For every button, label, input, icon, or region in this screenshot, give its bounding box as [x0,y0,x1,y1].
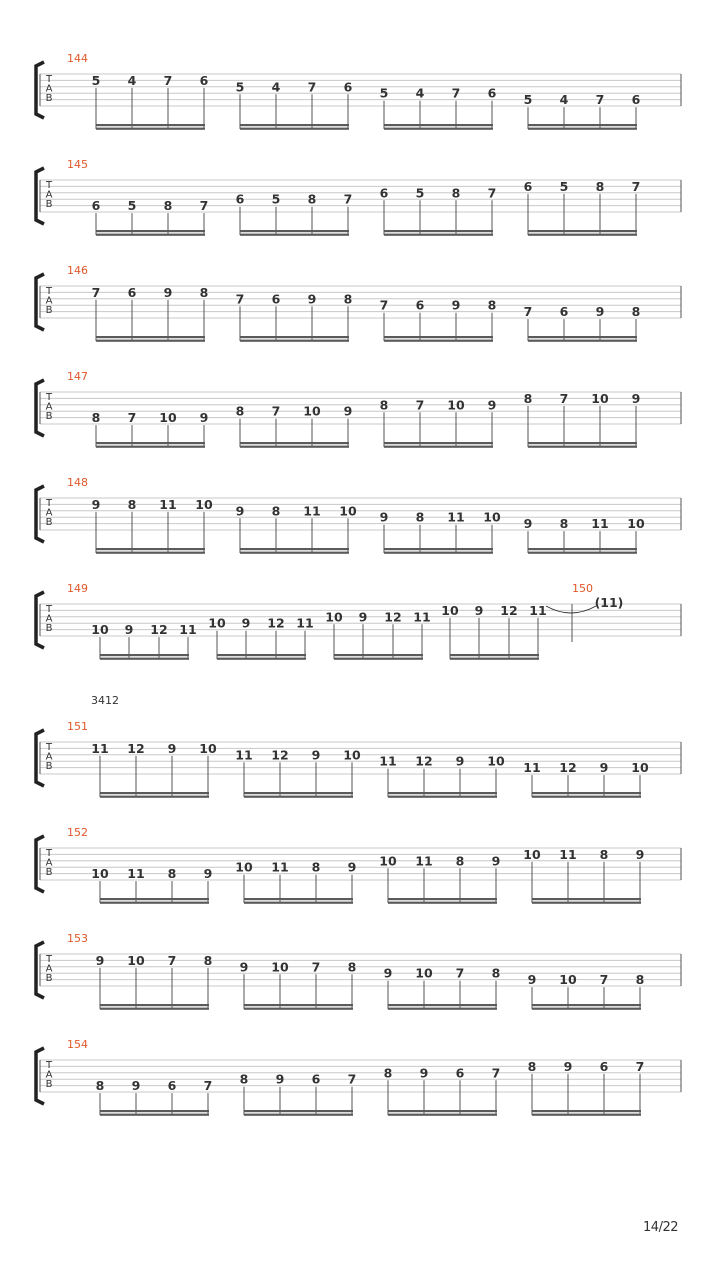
measure-number: 154 [67,1038,88,1051]
fret-number: 10 [631,760,649,776]
note-beam [388,1114,497,1116]
note-beam [384,552,493,554]
fret-number: 8 [487,297,497,313]
note-beam [384,128,493,130]
fret-number: 9 [124,622,134,638]
fret-number: 11 [415,853,433,869]
note-beam [532,898,641,900]
measure-number: 152 [67,826,88,839]
tab-clef-letter: B [45,867,53,878]
note-beam [334,658,423,660]
note-beam [100,902,209,904]
fret-number: 10 [559,972,577,988]
note-beam [240,340,349,342]
note-beam [384,234,493,236]
fret-number: 8 [491,965,501,981]
fret-number: 9 [635,846,645,862]
fret-number: 9 [343,403,353,419]
tab-clef-letter: A [45,963,53,975]
note-beam [244,796,353,798]
fret-number: 7 [635,1058,645,1074]
fret-number: 5 [415,185,425,201]
note-beam [100,1114,209,1116]
fret-number: 11 [127,866,145,882]
fret-number: 7 [199,198,209,214]
fret-number: 8 [347,959,357,975]
note-beam [528,124,637,126]
fret-number: 6 [91,198,101,214]
fret-number: 7 [491,1065,501,1081]
note-beam [240,548,349,550]
note-beam [528,552,637,554]
fret-number: 8 [451,185,461,201]
tab-clef-letter: T [45,180,53,191]
note-beam [334,654,423,656]
fret-number: 9 [131,1078,141,1094]
fret-number: 5 [379,85,389,101]
note-beam [388,898,497,900]
tab-clef-letter: B [45,623,53,634]
fret-number: 6 [271,291,281,307]
fret-number: 8 [167,866,177,882]
fret-number: 6 [167,1078,177,1094]
tab-clef-letter: A [45,401,53,413]
fret-number: 8 [203,952,213,968]
note-beam [450,654,539,656]
fret-number: 10 [127,952,145,968]
note-beam [100,1004,209,1006]
fret-number: 9 [474,602,484,618]
tab-clef-letter: T [45,604,53,615]
fret-number: 6 [379,185,389,201]
fret-number: 9 [527,972,537,988]
fret-number: 8 [95,1078,105,1094]
fret-number: 9 [563,1058,573,1074]
tab-clef-letter: A [45,857,53,869]
fret-number: 9 [167,740,177,756]
tab-clef-letter: T [45,1060,53,1071]
fret-number: 8 [383,1065,393,1081]
fret-number: 11 [159,496,177,512]
fret-number: 8 [91,410,101,426]
note-beam [96,442,205,444]
tab-clef-letter: B [45,761,53,772]
note-beam [388,902,497,904]
measure-number: 149 [67,582,88,595]
fret-number: 7 [451,85,461,101]
fret-number: 10 [91,622,109,638]
note-beam [528,548,637,550]
fret-number: 9 [631,390,641,406]
fret-number: 6 [415,297,425,313]
note-beam [96,124,205,126]
measure-number: 153 [67,932,88,945]
fret-number: 5 [523,92,533,108]
fret-number: 8 [271,503,281,519]
fret-number: 11 [523,760,541,776]
fret-number: 9 [163,284,173,300]
fret-number: 7 [415,397,425,413]
measure-number: 145 [67,158,88,171]
fret-number: 7 [599,972,609,988]
tab-clef-letter: T [45,286,53,297]
fret-number: 10 [487,753,505,769]
fret-number: 8 [379,397,389,413]
tab-clef-letter: A [45,613,53,625]
fret-number: 9 [379,509,389,525]
fret-number: 10 [303,403,321,419]
fret-number: 10 [447,397,465,413]
note-beam [96,446,205,448]
note-beam [384,446,493,448]
tab-clef-letter: B [45,517,53,528]
fret-number: 8 [415,509,425,525]
note-beam [240,234,349,236]
note-beam [240,446,349,448]
fret-number: 8 [343,291,353,307]
fret-number: 7 [379,297,389,313]
note-beam [100,654,189,656]
page-number: 14/22 [643,1220,678,1235]
fret-number: 7 [271,403,281,419]
fret-number: 12 [271,747,289,763]
measure-number: 147 [67,370,88,383]
fret-number: 6 [631,92,641,108]
note-beam [240,230,349,232]
note-beam [528,340,637,342]
note-beam [532,1004,641,1006]
fret-number: 4 [271,79,281,95]
fret-number: 12 [127,740,145,756]
fret-number: 5 [235,79,245,95]
tab-clef-letter: T [45,848,53,859]
tab-clef-letter: T [45,74,53,85]
fret-number: 9 [199,410,209,426]
fret-number: 10 [195,496,213,512]
note-beam [100,898,209,900]
fret-number: 8 [311,859,321,875]
fret-number: 8 [595,178,605,194]
note-beam [244,1004,353,1006]
fret-number: 12 [415,753,433,769]
fret-number: 7 [167,952,177,968]
note-beam [96,128,205,130]
note-beam [384,336,493,338]
note-beam [450,658,539,660]
note-beam [96,234,205,236]
note-beam [528,336,637,338]
tab-clef-letter: A [45,83,53,95]
fret-number: 11 [447,509,465,525]
fret-number: 8 [599,846,609,862]
fret-number: 7 [203,1078,213,1094]
tab-clef-letter: B [45,411,53,422]
note-beam [528,234,637,236]
fret-number: 6 [599,1058,609,1074]
fret-number: 6 [487,85,497,101]
fret-number: 7 [595,92,605,108]
tab-clef-letter: A [45,751,53,763]
note-beam [244,1110,353,1112]
fret-number: 9 [451,297,461,313]
fret-number: 10 [235,859,253,875]
fret-number: 11 [271,859,289,875]
note-beam [528,128,637,130]
note-beam [384,548,493,550]
tab-clef-letter: B [45,1079,53,1090]
note-beam [384,230,493,232]
note-beam [100,796,209,798]
note-beam [96,336,205,338]
fret-number: 8 [455,853,465,869]
fret-number: 11 [296,615,314,631]
fret-number: 11 [413,609,431,625]
fret-number: 10 [415,965,433,981]
fret-number: 11 [179,622,197,638]
fret-number: 9 [347,859,357,875]
fret-number: 10 [523,846,541,862]
fret-number: 8 [235,403,245,419]
fret-number: 6 [127,284,137,300]
tab-clef-letter: B [45,973,53,984]
note-beam [388,1008,497,1010]
fret-number: 10 [379,853,397,869]
fret-number: 12 [500,602,518,618]
fret-number: 4 [127,72,137,88]
note-beam [96,230,205,232]
fret-number: 10 [343,747,361,763]
measure-number: 144 [67,52,88,65]
fret-number: 12 [384,609,402,625]
fret-number: 9 [91,496,101,512]
tie-arc [546,606,596,613]
note-beam [240,128,349,130]
note-beam [100,658,189,660]
fret-number: 6 [523,178,533,194]
fret-number: 7 [455,965,465,981]
note-beam [244,792,353,794]
fret-number: 11 [529,602,547,618]
fret-number: 8 [635,972,645,988]
fret-number: 11 [303,503,321,519]
fret-number: 7 [235,291,245,307]
note-beam [528,446,637,448]
fret-number: 8 [239,1071,249,1087]
fret-number: 9 [275,1071,285,1087]
fret-number: 9 [487,397,497,413]
measure-number: 151 [67,720,88,733]
fret-number: 9 [599,760,609,776]
fret-number: 6 [199,72,209,88]
note-beam [217,658,306,660]
fret-number: 7 [127,410,137,426]
fret-number: 9 [307,291,317,307]
tab-clef-letter: B [45,199,53,210]
fret-number: 7 [307,79,317,95]
fret-number: 9 [383,965,393,981]
fret-number: 11 [559,846,577,862]
note-beam [217,654,306,656]
fret-number: 5 [559,178,569,194]
fret-number: 7 [343,191,353,207]
fret-number: 9 [241,615,251,631]
note-beam [528,442,637,444]
fret-number: 5 [271,191,281,207]
fret-number: 10 [627,516,645,532]
note-beam [532,796,641,798]
fret-number: 6 [343,79,353,95]
note-beam [532,1008,641,1010]
fret-number: 9 [203,866,213,882]
note-beam [96,548,205,550]
fret-number: 11 [379,753,397,769]
measure-number: 150 [572,582,593,595]
note-beam [240,552,349,554]
fret-number: 5 [91,72,101,88]
fret-number: 10 [441,602,459,618]
note-beam [532,902,641,904]
fret-number: 10 [339,503,357,519]
tab-clef-letter: T [45,954,53,965]
note-beam [240,124,349,126]
note-beam [100,792,209,794]
fret-number: 9 [311,747,321,763]
note-beam [244,1114,353,1116]
note-beam [100,1008,209,1010]
note-beam [96,340,205,342]
note-beam [388,792,497,794]
fret-number: 5 [127,198,137,214]
fret-number: 7 [559,390,569,406]
fret-number: 12 [559,760,577,776]
fret-number: 10 [591,390,609,406]
tied-note: (11) [594,595,624,610]
fret-number: 10 [199,740,217,756]
fret-number: 11 [235,747,253,763]
fret-number: 11 [591,516,609,532]
fret-number: 9 [595,304,605,320]
fret-number: 7 [347,1071,357,1087]
tab-clef-letter: T [45,498,53,509]
fret-number: 8 [631,304,641,320]
fret-number: 9 [235,503,245,519]
note-beam [388,1004,497,1006]
fret-number: 9 [419,1065,429,1081]
note-beam [532,1114,641,1116]
tab-clef-letter: T [45,392,53,403]
fret-number: 10 [208,615,226,631]
note-beam [384,124,493,126]
tab-clef-letter: A [45,507,53,519]
fret-number: 9 [95,952,105,968]
fret-number: 7 [487,185,497,201]
note-beam [240,442,349,444]
tab-clef-letter: A [45,189,53,201]
tab-clef-letter: B [45,93,53,104]
note-beam [240,336,349,338]
note-beam [244,1008,353,1010]
tab-clef-letter: A [45,295,53,307]
measure-number: 146 [67,264,88,277]
fret-number: 10 [91,866,109,882]
note-beam [532,1110,641,1112]
fret-number: 11 [91,740,109,756]
note-beam [384,340,493,342]
note-beam [528,230,637,232]
fret-number: 4 [559,92,569,108]
fret-number: 12 [267,615,285,631]
fret-number: 8 [307,191,317,207]
tab-clef-letter: T [45,742,53,753]
note-beam [244,902,353,904]
tab-clef-letter: A [45,1069,53,1081]
fret-number: 7 [91,284,101,300]
fret-number: 6 [311,1071,321,1087]
fret-number: 8 [199,284,209,300]
note-beam [532,792,641,794]
fret-number: 10 [483,509,501,525]
measure-number: 148 [67,476,88,489]
fret-number: 9 [358,609,368,625]
note-beam [388,1110,497,1112]
note-beam [96,552,205,554]
fret-number: 7 [311,959,321,975]
fret-number: 8 [127,496,137,512]
note-beam [384,442,493,444]
fret-number: 8 [523,390,533,406]
note-beam [100,1110,209,1112]
fret-number: 10 [159,410,177,426]
fret-number: 7 [163,72,173,88]
fret-number: 7 [523,304,533,320]
note-beam [388,796,497,798]
fret-number: 8 [163,198,173,214]
fret-number: 8 [527,1058,537,1074]
note-beam [244,898,353,900]
fret-number: 9 [239,959,249,975]
fingering-annotation: 3412 [91,694,119,707]
fret-number: 7 [631,178,641,194]
fret-number: 9 [455,753,465,769]
fret-number: 10 [325,609,343,625]
fret-number: 8 [559,516,569,532]
fret-number: 6 [235,191,245,207]
fret-number: 6 [455,1065,465,1081]
tab-clef-letter: B [45,305,53,316]
fret-number: 12 [150,622,168,638]
fret-number: 6 [559,304,569,320]
fret-number: 9 [491,853,501,869]
fret-number: 4 [415,85,425,101]
fret-number: 9 [523,516,533,532]
fret-number: 10 [271,959,289,975]
